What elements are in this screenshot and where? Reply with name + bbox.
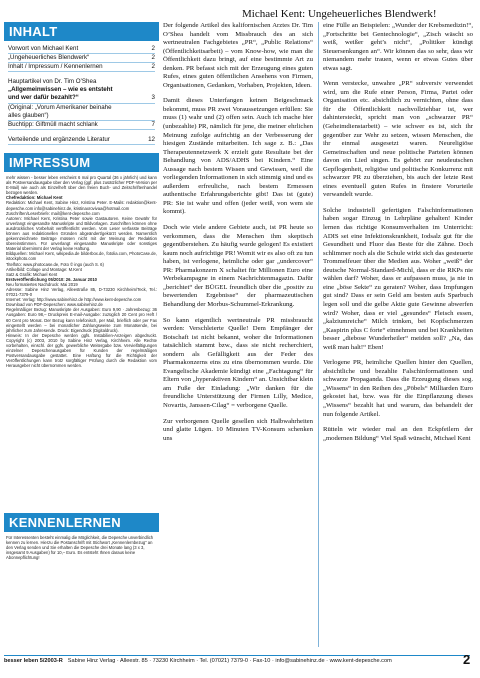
footer-publication: besser leben 5/2003-R: [4, 658, 63, 664]
inhalt-heading: INHALT: [4, 22, 159, 41]
article-column-1: Der folgende Artikel des kalifornischen Arztes Dr. Tim O’Shea handelt vom Missbrauch des an sich wertneutralen Fachgebietes „PR“, „Public Relations“ (Öffentlichkeitsarbeit) – vom Know-how, wie man die Öffentlichkeit dazu bringt, auf eine bestimmte Art zu denken. PR befasst sich mit der Erzeugung eines guten Rufes, eines guten öffentlichen Ansehens von Firmen, Organisationen, Gedanken, Vorhaben, Projekten, Ideen. Damit dieses Unterfangen keinen Beigeschmack bekommt, muss PR zwei Voraussetzungen erfüllen: Sie muss (1) wahr und (2) offen sein. Auch ich mache hier (unbezahlte) PR, nämlich für jene, die meiner ehrlichen Meinung zufolge aufrichtig an der Verbesserung der hiesigen Zustände mitarbeiten. Ich sage z. B.: „Das Therapeutennetzwerk X erzielt gute Resultate bei der Behandlung von ADS/ADHS bei Kindern.“ Eine Aussage nach bestem Wissen und Gewissen, weil die vorliegenden Informationen in sich stimmig sind und es außerdem erfreuliche, nach bestem Ermessen authentische Erfahrungsberichte gibt! Das ist (gute) PR: Sie ist wahr und offen (jeder weiß, von wem sie kommt). Doch wie viele andere Gebiete auch, ist PR heute so verkommen, dass die Menschen ihm skeptisch gegenüberstehen. Zu häufig wurde gelogen! Es existiert kaum noch aufrichtige PR! Womit wir es also oft zu tun haben, ist verlogene, heimliche oder gar „undercover“ PR: Pharmakonzern X schaltet für Millionen Euro eine Werbekampagne in einem Nachrichtenmagazin. Dafür „berichtet“ der BÜGEL freundlich über die „positiv zu bewertenden Ergebnisse“ der pharmazeutischen Behandlung der Morbus-Schummel-Erkrankung. So kann eigentlich wertneutrale PR missbraucht werden: Verschleierte Quelle! Dem Empfänger der Botschaft ist nicht bekannt, woher die Informationen tatsächlich stammt bzw., dass sie nicht recherchiert, sondern als Gefälligkeit aus der Feder des Pharmakonzerns eins zu eins übernommen wurde. Die Evangelische Akademie kündigt eine „Fachtagung“ für Eltern von „hyperaktiven Kindern“ an. Unsichtbar klein am Fuße der Einladung: „Wir danken für die freundliche Unterstützung der Firmen Lilly, Medice, Novartis, Janssen-Cilag“ = verborgene Quelle. Zur verborgenen Quelle gesellen sich Halbwahrheiten und glatte Lügen. 10 Minuten TV-Konsum schenken uns: [163, 22, 313, 442]
table-of-contents: [4, 41, 159, 145]
article-title: Michael Kent: Ungeheuerliches Blendwerk!: [242, 8, 437, 20]
toc-item[interactable]: (Original: „Vorum Amerikaner beinahe: [8, 103, 112, 111]
left-sidebar: [4, 22, 159, 650]
toc-item[interactable]: Buchtipp: Giftmüll macht schlank 7: [8, 121, 155, 130]
page-number: 2: [463, 652, 471, 667]
impressum-text: mehr wissen - besser leben erscheint 6 mal pro Quartal (36 x jährlich) und kann als Postversandausgabe über den Verlag (ggf. plus zusätzlicher PDF-Version per E-Mail) wie auch als Einzelheft über den freien Buch- und Zeitschriftenhandel bezogen werden. Chefredaktion: Michael Kent Redaktion: Michael Kent, Sabine Hinz, Kristina Peter. E-Mails: redaktion@kent-depesche.com info@sabinehinz.de, kristinaxrovivaa@hotmail.com Zuschriften/Leserbriefe: mail@kent-depesche.com Autoren: Michael Kent, Kristina Peter sowie Gastautoren. Keine Gewähr für unverlangt eingesandte Manuskripte und Bildvorlagen. Zuschriften können ohne ausdrückliches Vorbehalt veröffentlicht werden. Vom Leser verfasste Beiträge können aus redaktionellen Gründen abgeändert/gekürzt werden. Namentlich gekennzeichnete Beiträge müssen nicht mit der Meinung der Redaktion übereinstimmen. Für unverlangt eingesandte Manuskripte oder sonstiges Material übernimmt der Verlag keine Haftung. Bildquellen: Michael Kent, wikipedia.de bilderbox.de, fotolia.com, PhotoCase.de, istockphoto.com Titelfoto: www.photocase.de, Foto © ingo (auch S. 6) Artikelbild: Collage und Montage: M.Kent Satz & Grafik: Michael Kent Erstveröffentlichung 05/2010: 26. Januar 2010 Neu formatiertes Nachdruck: Mai 2019 Adresse: Sabine Hinz Verlag, Alleestraße 85, D-73230 Kirchheim/Teck, Tel.: 07021-7379-0 Internet: Verlag: http://www.sabinehinz.de http://www.kent-depesche.com Download von PDF-Depeschen: www.sabinehinz.de Regelmäßiger Bezug: Manuskripte der Ausgaben: Euro 9,90 · Jahresbezug: 36 Ausgaben: Euro 98,– Druckpreis E-mail-Ausgabe: zuzüglich 20 Cent pro Heft / 60 Cent pro Monat. Der Bezug kann telefonisch, per Mail, brieflich oder per Fax eingestellt werden – bei monatlicher Zahlungsweise zum Monatsende, bei jährlicher zum Jahresende. Druck: Eigendruck (Digitaldruck). Hinweis: In der Depesche werden ggfs. Instabilien-Anzeigen abgedruckt. Copyright (c) 2003, 2010 by Sabine Hinz Verlag, Kirchheim. Alle Rechte vorbehalten, einschl. der ggfs. gewerbliche Weitergabe bzw. Vervielfältigungen einzelner Depeschenausgaben für Kunden der regelmäßigen Postversandausgabe gestattet. Eine Haftung für die Richtigkeit der Veröffentlichungen kann trotz sorgfältiger Prüfung durch die Redaktion vom Herausgeber nicht übernommen werden.: [6, 174, 157, 369]
toc-item[interactable]: alles glauben“): [8, 112, 155, 121]
impressum-links[interactable]: Internet: Verlag: http://www.sabinehinz.de http://www.kent-depesche.com: [6, 297, 142, 303]
page-footer: [4, 655, 470, 666]
toc-item[interactable]: „Ungeheuerliches Blendwerk“ 2: [8, 54, 155, 63]
impressum-heading: IMPRESSUM: [4, 153, 159, 172]
kennenlernen-heading: KENNENLERNEN: [4, 513, 159, 532]
column-divider: [318, 22, 319, 647]
footer-details[interactable]: Sabine Hinz Verlag · Alleestr. 85 · 73230 Kirchheim · Tel. (07021) 7379-0 · Fax-10 · info@sabinehinz.de · www.kent-depesche.com: [67, 658, 392, 664]
toc-item[interactable]: Inhalt / Impressum / Kennenlernen 2: [8, 63, 155, 72]
toc-item[interactable]: und wer dafür bezahlt?“ 3: [8, 94, 155, 103]
toc-item[interactable]: „Allgemeinwissen – wie es entsteht: [8, 86, 113, 94]
kennenlernen-text: Für Interessenten besteht einmalig die Möglichkeit, die Depesche unverbindlich kennen zu lernen. Hierzu die Postanschrift mit Stichwort „Kennenlernbezug“ an den Verlag senden und Sie erhalten die Depesche drei Monate lang (3 x 3, insgesamt 9 Ausgaben) für 10,– Euro. Es entsteht Ihnen daraus keine Abonnepflichtung!: [6, 534, 154, 561]
toc-item[interactable]: Vorwort von Michael Kent 2: [8, 45, 155, 54]
article-column-2: eine Fülle an Beispielen: „Wunder der Krebsmedizin!“, „Fortschritte bei Gentechnologie“, „Zisch wäscht so weiß, weißer geht’s nicht“, „Politiker kündigt Steuersenkungen an“. Wir können das so sehr, dass wir niemandem mehr trauen, wenn er etwas Gutes über etwas sagt. Wenn verstecke, unwahre „PR“ subversiv verwendet wird, um die Rufe einer Person, Firma, Partei oder Organisation etc. absichtlich zu vernichten, ohne dass für die Öffentlichkeit nachvollziehbar ist, wer dahintersteckt, spricht man von „schwarzer PR“ (Geheimdienstarbeit) – wie schwer es ist, sich ihr gegenüber zur Wehr zu setzen, wissen Menschen, die ihr einmal ausgesetzt waren. Neureligiöse Gemeinschaften und neue politische Parteien können davon ein Lied singen. Es gehört zur neudeutschen Gepflogenheit, religiöse und politische Konkurrenz mit schwarzer PR zu überziehen, bis auch der letzte Rest eines eventuell guten Rufes in finstere Vorurteile verwandelt wurde. Solche industriell gefertigten Falschinformationen haben sogar Einzug in Lehrpläne gehalten! Kinder lernen das richtige Konsumverhalten im Unterricht: ADIS sei eine Infektionskrankheit, Iodsalz gut für die Gesundheit und Fluor das Beste für die Zähne. Doch schlimmer noch als die Schule wirkt sich das gesteuerte Trommelfeuer über die Medien aus. Woher „weiß“ der deutsche Normal-Standard-Michl, dass er die RKPs nie wählen darf? Woher, dass er aufpassen muss, ja nie in eine „böse Sekte“ zu geraten? Woher, dass Impfungen gut sind? Dass er sein Geld am besten aufs Sparbuch legen soll und die gelbe Aktie gute Gewinne abwerfen wird? Woher, dass er viel „gesundes“ Fleisch essen, „kalziumreiche“ Milch trinken, bei Kopfschmerzen „Kaspirin plus C forte“ einnehmen und bei Krankheiten besser „diebose Wunderheiler“ meiden soll? „Na, das weiß man halt!“ Eben! Verlogene PR, heimliche Quellen hinter den Quellen, absichtliche und bezahlte Falschinformationen und schwarze Propaganda. Dass die Erzeugung dieses sog. „Wissens“ in den Reihen des „Pöbels“ Milliarden Euro gekostet hat, bzw. was für die Einpflanzung dieses „Wissens“ bezahlt hat und warum, das behandelt der nun folgende Artikel. Rütteln wir wieder mal an den Eckpfeilern der „modernen Bildung“ Viel Spaß wünscht, Michael Kent: [323, 22, 473, 442]
toc-item[interactable]: Verteilende und ergänzende Literatur 12: [8, 136, 155, 145]
toc-item[interactable]: Hauptartikel von Dr. Tim O’Shea: [8, 78, 97, 86]
